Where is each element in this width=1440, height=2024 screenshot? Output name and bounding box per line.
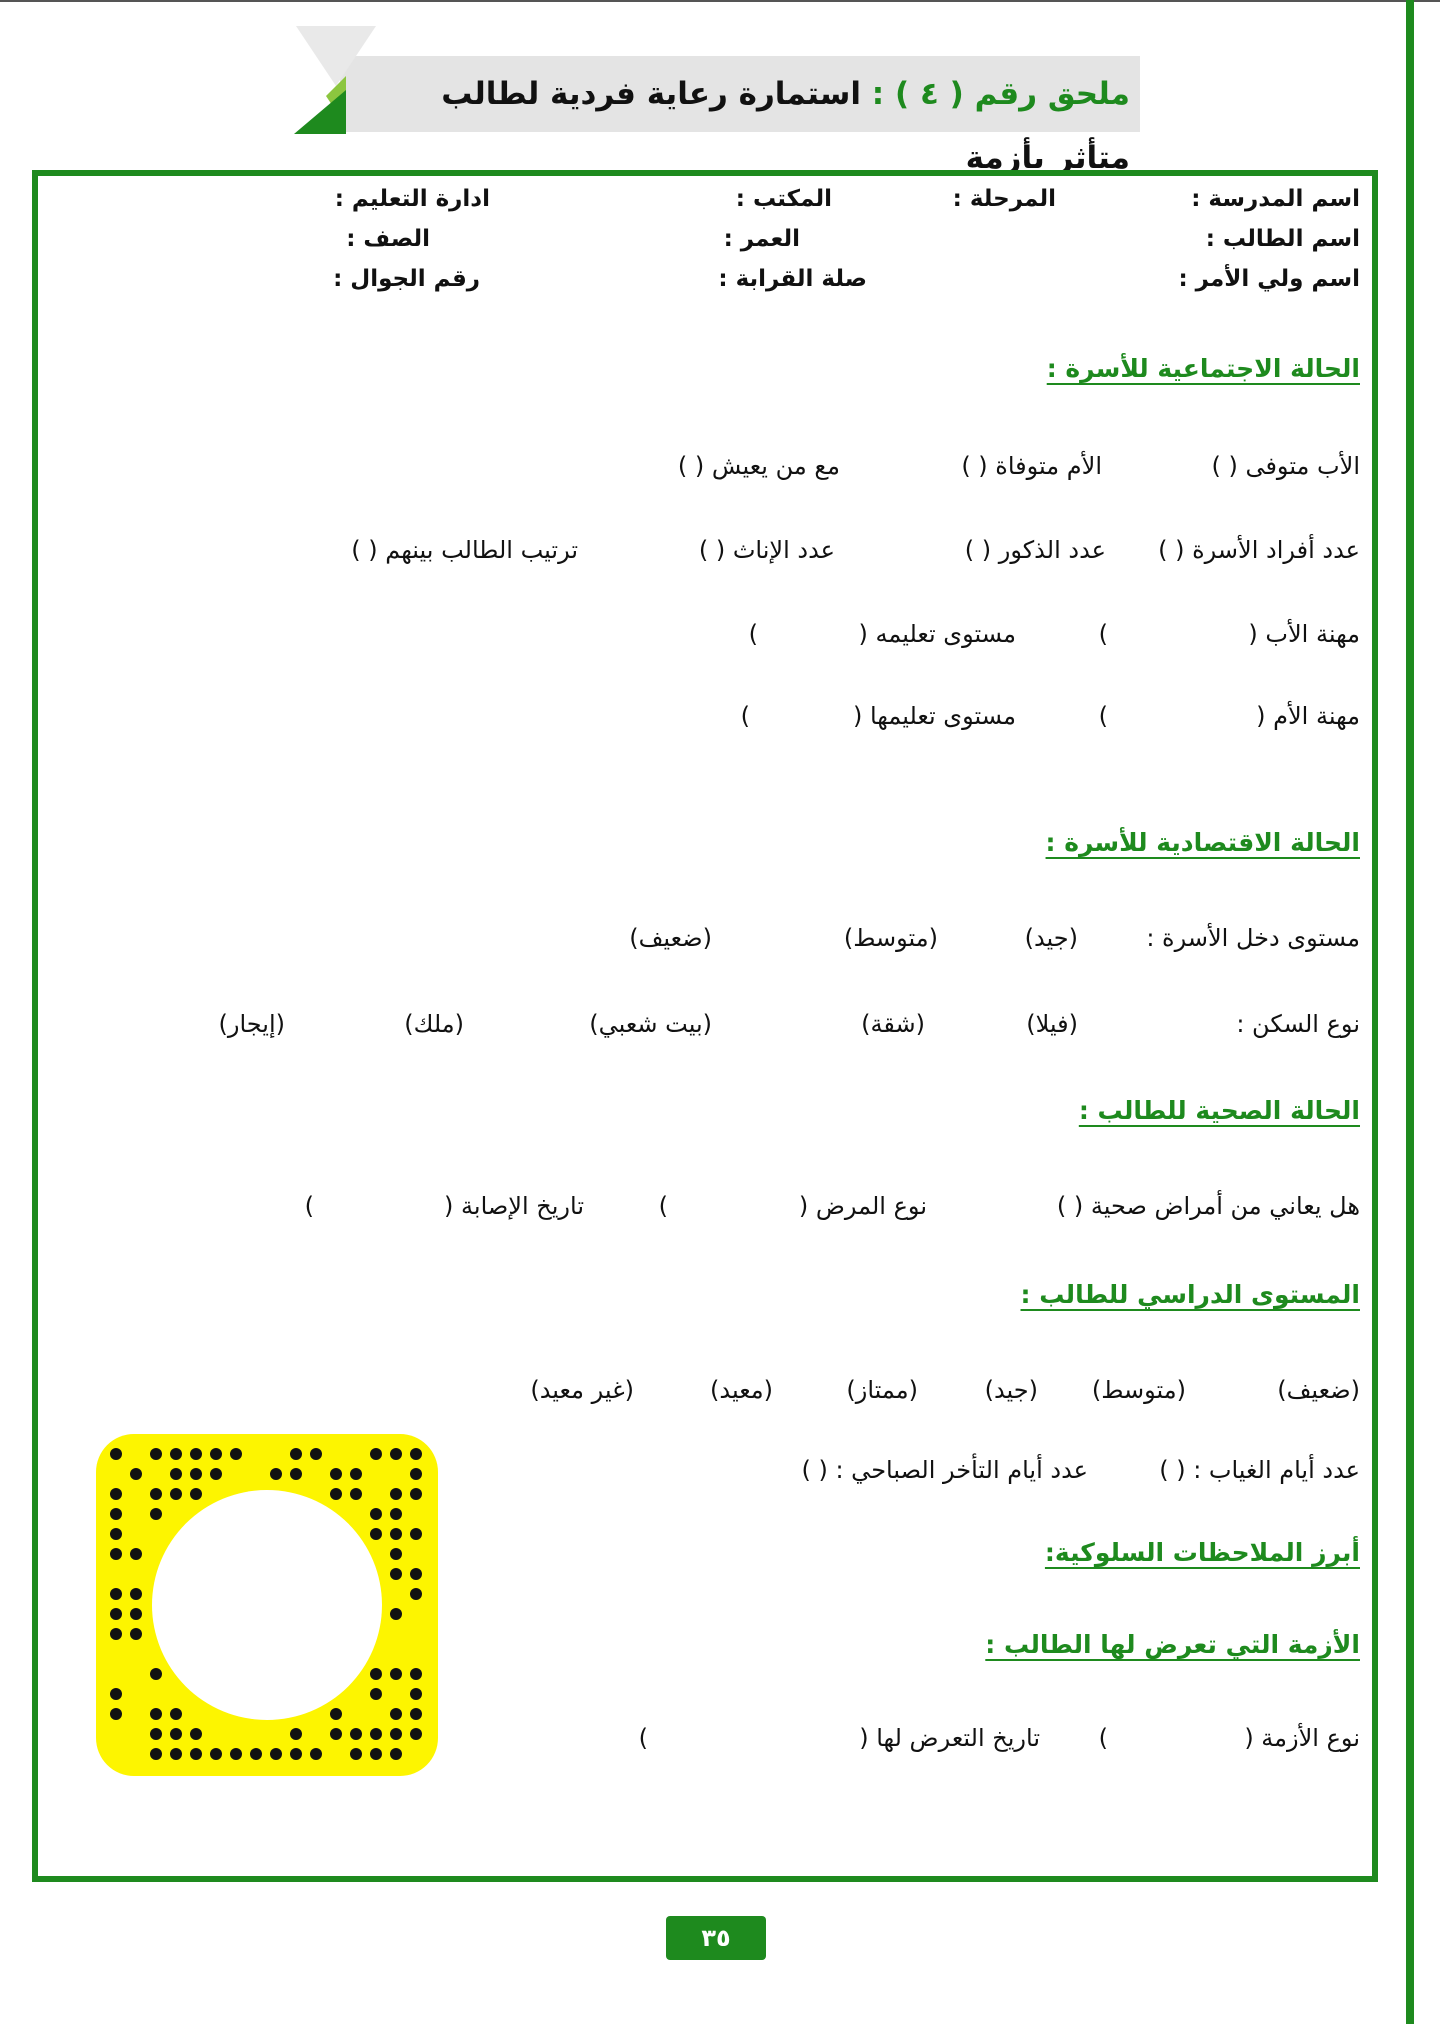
illness-date-field: تاريخ الإصابة (: [444, 1192, 584, 1220]
snapcode-dot: [290, 1468, 302, 1480]
males-count-field: عدد الذكور ( ): [964, 536, 1106, 564]
income-option: (ضعيف): [629, 924, 712, 952]
mobile-field: رقم الجوال :: [333, 266, 480, 292]
section-social: الحالة الاجتماعية للأسرة :: [1046, 354, 1360, 383]
snapcode-dot: [230, 1448, 242, 1460]
academic-level-option: (متوسط): [1091, 1376, 1186, 1404]
top-rule: [0, 0, 1440, 2]
snapcode-dot: [270, 1748, 282, 1760]
section-health: الحالة الصحية للطالب :: [1078, 1096, 1360, 1125]
snapcode-dot: [410, 1588, 422, 1600]
snapcode-dot: [270, 1468, 282, 1480]
section-crisis: الأزمة التي تعرض لها الطالب :: [985, 1630, 1360, 1659]
academic-level-option: (ضعيف): [1277, 1376, 1360, 1404]
snapcode-dot: [190, 1728, 202, 1740]
snapcode-dot: [390, 1668, 402, 1680]
snapcode-dot: [190, 1748, 202, 1760]
snapcode-dot: [130, 1548, 142, 1560]
snapcode-dot: [110, 1608, 122, 1620]
snapcode-dot: [210, 1748, 222, 1760]
snapcode-dot: [290, 1448, 302, 1460]
snapcode-dot: [110, 1708, 122, 1720]
snapcode-dot: [150, 1728, 162, 1740]
snapcode-dot: [410, 1568, 422, 1580]
housing-option: (شقة): [861, 1010, 925, 1038]
snapcode-dot: [390, 1728, 402, 1740]
snapcode-dot: [390, 1708, 402, 1720]
snapcode-dot: [310, 1748, 322, 1760]
snapcode-dot: [210, 1468, 222, 1480]
snapcode-dot: [130, 1608, 142, 1620]
snapcode-dot: [170, 1708, 182, 1720]
income-label: مستوى دخل الأسرة :: [1146, 924, 1360, 952]
snapcode-dot: [150, 1508, 162, 1520]
snapcode-dot: [190, 1448, 202, 1460]
snapcode-dot: [410, 1488, 422, 1500]
section-academic: المستوى الدراسي للطالب :: [1020, 1280, 1360, 1309]
snapcode-dot: [390, 1448, 402, 1460]
snapcode-dot: [130, 1588, 142, 1600]
late-days-field: عدد أيام التأخر الصباحي : ( ): [801, 1456, 1088, 1484]
mother-job-close: ): [1098, 702, 1108, 730]
housing-option: (فيلا): [1026, 1010, 1078, 1038]
stage-field: المرحلة :: [952, 186, 1056, 212]
snapcode-dot: [130, 1468, 142, 1480]
crisis-type-close: ): [1098, 1724, 1108, 1752]
females-count-field: عدد الإناث ( ): [698, 536, 835, 564]
academic-level-option: (ممتاز): [846, 1376, 918, 1404]
snapcode-dot: [390, 1488, 402, 1500]
academic-level-option: (جيد): [984, 1376, 1038, 1404]
snapcode-dot: [330, 1728, 342, 1740]
father-deceased-field: الأب متوفى ( ): [1211, 452, 1360, 480]
father-edu-close: ): [748, 620, 758, 648]
snapcode-dot: [350, 1748, 362, 1760]
family-count-field: عدد أفراد الأسرة ( ): [1158, 536, 1360, 564]
snapcode-dot: [190, 1468, 202, 1480]
snapcode-dot: [110, 1448, 122, 1460]
age-field: العمر :: [723, 226, 800, 252]
title-prefix: ملحق رقم ( ٤ ) :: [871, 76, 1130, 112]
father-edu-field: مستوى تعليمه (: [858, 620, 1016, 648]
illness-type-field: نوع المرض (: [798, 1192, 927, 1220]
snapcode-dot: [410, 1528, 422, 1540]
snapcode-dot: [110, 1588, 122, 1600]
housing-option: (إيجار): [218, 1010, 285, 1038]
snapcode-dot: [110, 1508, 122, 1520]
snapcode-dot: [110, 1528, 122, 1540]
snapcode-dot: [150, 1748, 162, 1760]
snapcode-dot: [150, 1448, 162, 1460]
income-option: (جيد): [1024, 924, 1078, 952]
father-job-close: ): [1098, 620, 1108, 648]
snapcode-dot: [170, 1728, 182, 1740]
snapcode-dot: [410, 1468, 422, 1480]
has-illness-field: هل يعاني من أمراض صحية ( ): [1056, 1192, 1360, 1220]
snapcode-dot: [170, 1468, 182, 1480]
snapcode-dot: [150, 1668, 162, 1680]
page-number: ٣٥: [666, 1916, 766, 1960]
grade-field: الصف :: [346, 226, 430, 252]
snapcode-dot: [410, 1708, 422, 1720]
illness-type-close: ): [658, 1192, 668, 1220]
mother-edu-field: مستوى تعليمها (: [852, 702, 1016, 730]
snapcode-dot: [150, 1488, 162, 1500]
crisis-date-close: ): [638, 1724, 648, 1752]
snapcode-dot: [370, 1728, 382, 1740]
snapcode-dot: [330, 1488, 342, 1500]
snapcode-dot: [390, 1748, 402, 1760]
snapcode-dot: [390, 1568, 402, 1580]
student-order-field: ترتيب الطالب بينهم ( ): [351, 536, 578, 564]
academic-level-option: (معيد): [710, 1376, 773, 1404]
section-behavior: أبرز الملاحظات السلوكية:: [1044, 1538, 1360, 1567]
snapcode-dot: [150, 1708, 162, 1720]
snapcode-dot: [350, 1728, 362, 1740]
income-option: (متوسط): [843, 924, 938, 952]
snapcode-dot: [170, 1448, 182, 1460]
snapcode-icon: [96, 1434, 438, 1776]
snapcode-dot: [130, 1628, 142, 1640]
snapcode-graphic: [96, 1434, 438, 1776]
crisis-type-field: نوع الأزمة (: [1244, 1724, 1360, 1752]
housing-label: نوع السكن :: [1236, 1010, 1360, 1038]
mother-edu-close: ): [740, 702, 750, 730]
snapcode-dot: [230, 1748, 242, 1760]
illness-date-close: ): [304, 1192, 314, 1220]
snapcode-dot: [190, 1488, 202, 1500]
snapcode-dot: [390, 1608, 402, 1620]
snapcode-dot: [390, 1528, 402, 1540]
snapcode-dot: [310, 1448, 322, 1460]
school-name-field: اسم المدرسة :: [1191, 186, 1360, 212]
snapcode-dot: [410, 1728, 422, 1740]
student-name-field: اسم الطالب :: [1205, 226, 1360, 252]
snapcode-dot: [170, 1748, 182, 1760]
relation-field: صلة القرابة :: [718, 266, 867, 292]
title-text: استمارة رعاية فردية لطالب متأثر بأزمة: [441, 76, 1130, 176]
housing-option: (بيت شعبي): [589, 1010, 712, 1038]
snapcode-dot: [390, 1508, 402, 1520]
crisis-date-field: تاريخ التعرض لها (: [859, 1724, 1040, 1752]
snapcode-dot: [330, 1468, 342, 1480]
lives-with-field: مع من يعيش ( ): [677, 452, 840, 480]
snapcode-dot: [110, 1688, 122, 1700]
snapcode-dot: [290, 1748, 302, 1760]
father-job-field: مهنة الأب (: [1248, 620, 1360, 648]
snapcode-dot: [370, 1448, 382, 1460]
snapcode-dot: [350, 1468, 362, 1480]
snapcode-dot: [170, 1488, 182, 1500]
snapcode-dot: [110, 1488, 122, 1500]
snapcode-dot: [370, 1688, 382, 1700]
edu-admin-field: ادارة التعليم :: [334, 186, 490, 212]
snapcode-dot: [350, 1488, 362, 1500]
snapcode-dot: [370, 1528, 382, 1540]
snapcode-dot: [410, 1668, 422, 1680]
mother-job-field: مهنة الأم (: [1256, 702, 1360, 730]
snapcode-dot: [390, 1548, 402, 1560]
snapcode-dot: [370, 1748, 382, 1760]
section-economic: الحالة الاقتصادية للأسرة :: [1045, 828, 1360, 857]
snapcode-dot: [370, 1668, 382, 1680]
page-right-border: [1406, 0, 1414, 2024]
snapcode-dot: [110, 1548, 122, 1560]
guardian-name-field: اسم ولي الأمر :: [1178, 266, 1360, 292]
snapcode-dot: [330, 1708, 342, 1720]
academic-level-option: (غير معيد): [530, 1376, 634, 1404]
snapcode-dot: [250, 1748, 262, 1760]
snapcode-dot: [370, 1508, 382, 1520]
snapcode-dot: [410, 1448, 422, 1460]
snapcode-dot: [210, 1448, 222, 1460]
snapcode-dot: [110, 1628, 122, 1640]
snapcode-dot: [290, 1728, 302, 1740]
absence-days-field: عدد أيام الغياب : ( ): [1159, 1456, 1360, 1484]
page-title: [360, 62, 1130, 176]
housing-option: (ملك): [404, 1010, 464, 1038]
office-field: المكتب :: [735, 186, 832, 212]
snapcode-dot: [410, 1688, 422, 1700]
mother-deceased-field: الأم متوفاة ( ): [961, 452, 1102, 480]
